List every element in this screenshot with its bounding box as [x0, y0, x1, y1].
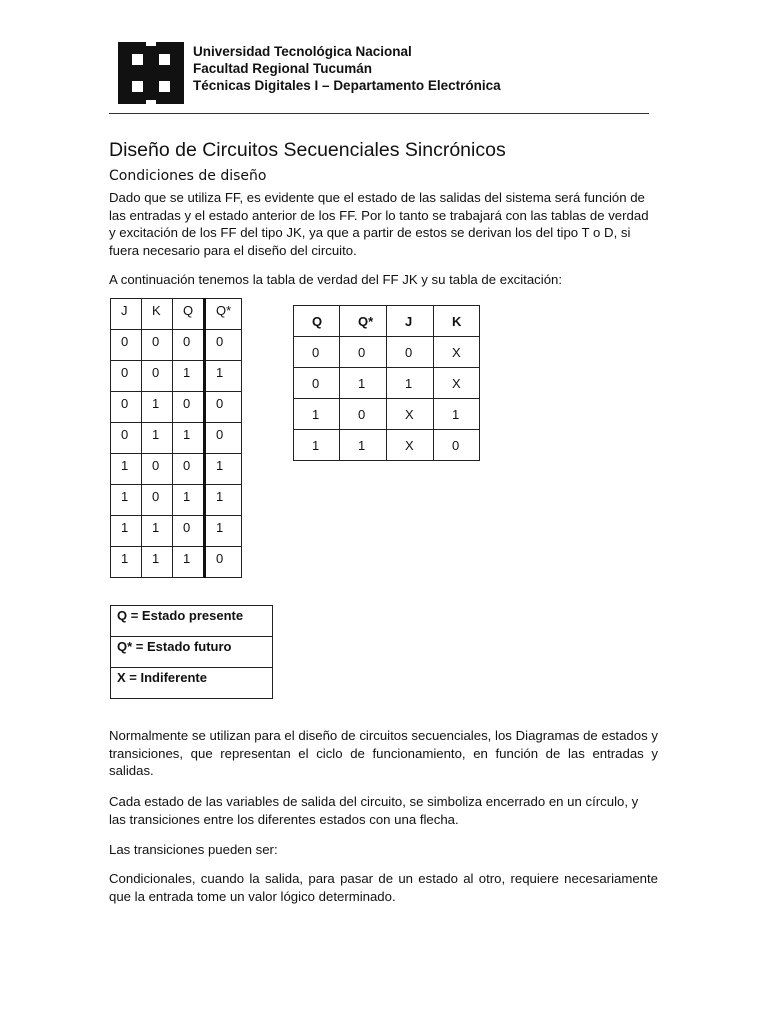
- table-cell: 1: [111, 547, 142, 578]
- table-header-cell: J: [387, 306, 434, 337]
- jk-excitation-table: [293, 305, 480, 461]
- header-university: Universidad Tecnológica Nacional: [193, 44, 412, 59]
- table-cell: 1: [142, 516, 173, 547]
- table-cell: 0: [173, 392, 205, 423]
- table-cell: 0: [142, 454, 173, 485]
- table-row: [294, 368, 480, 399]
- states-paragraph: Cada estado de las variables de salida del circuito, se simboliza encerrado en un círculo, y las transiciones entre los diferentes estados con una flecha.: [109, 794, 639, 827]
- table-row: [111, 392, 242, 423]
- table-cell: X: [434, 337, 480, 368]
- table-row: [294, 430, 480, 461]
- table-cell: 1: [111, 516, 142, 547]
- table-cell: 1: [111, 454, 142, 485]
- jk-truth-table: [110, 298, 242, 578]
- table-cell: X: [387, 430, 434, 461]
- table-row: [111, 330, 242, 361]
- table-header-cell: K: [142, 299, 173, 330]
- table-cell: 1: [111, 485, 142, 516]
- table-cell: 0: [205, 330, 242, 361]
- table-cell: 1: [205, 361, 242, 392]
- table-cell: 1: [173, 547, 205, 578]
- table-cell: 0: [387, 337, 434, 368]
- table-cell: 1: [434, 399, 480, 430]
- table-cell: 1: [173, 485, 205, 516]
- section-subtitle: Condiciones de diseño: [109, 168, 267, 184]
- table-row: [111, 423, 242, 454]
- header-department: Técnicas Digitales I – Departamento Electrónica: [193, 78, 501, 93]
- table-header-cell: Q: [173, 299, 205, 330]
- table-header-cell: Q*: [205, 299, 242, 330]
- table-cell: X: [434, 368, 480, 399]
- table-cell: 1: [294, 430, 340, 461]
- table-cell: 0: [294, 337, 340, 368]
- table-row: [294, 399, 480, 430]
- legend-table: [110, 605, 273, 699]
- table-row: [111, 637, 273, 668]
- table-cell: 0: [173, 516, 205, 547]
- table-row: [111, 454, 242, 485]
- table-row: [111, 516, 242, 547]
- header-divider: [109, 113, 649, 114]
- table-cell: 1: [205, 454, 242, 485]
- table-cell: 1: [142, 392, 173, 423]
- table-cell: 0: [111, 423, 142, 454]
- table-cell: 1: [387, 368, 434, 399]
- table-row: [111, 485, 242, 516]
- table-cell: 1: [294, 399, 340, 430]
- page-title: Diseño de Circuitos Secuenciales Sincrónicos: [109, 139, 506, 161]
- table-cell: 1: [340, 430, 387, 461]
- table-row: [111, 361, 242, 392]
- table-cell: 1: [205, 485, 242, 516]
- diagrams-paragraph: Normalmente se utilizan para el diseño de circuitos secuenciales, los Diagramas de estados y transiciones, que representan el ciclo de funcionamiento, en función de las entradas y salidas.: [109, 728, 658, 779]
- table-cell: 0: [205, 392, 242, 423]
- table-cell: 0: [142, 485, 173, 516]
- table-cell: 1: [142, 547, 173, 578]
- table-cell: 0: [173, 454, 205, 485]
- table-row: [111, 606, 273, 637]
- legend-item: X = Indiferente: [111, 668, 273, 699]
- table-cell: X: [387, 399, 434, 430]
- table-row: [111, 668, 273, 699]
- table-cell: 0: [340, 337, 387, 368]
- table-cell: 0: [294, 368, 340, 399]
- legend-item: Q = Estado presente: [111, 606, 273, 637]
- table-cell: 1: [173, 423, 205, 454]
- transitions-paragraph: Las transiciones pueden ser:: [109, 842, 278, 857]
- intro-paragraph: Dado que se utiliza FF, es evidente que el estado de las salidas del sistema será función de las entradas y el estado anterior de los FF. Por lo tanto se trabajará con las tablas de verdad y excitación de los FF del tipo JK, ya que a partir de estos se derivan los del tipo T o D, si fuera necesario para el diseño del circuito.: [109, 190, 649, 258]
- table-cell: 1: [173, 361, 205, 392]
- utn-logo-icon: [118, 42, 184, 104]
- conditional-paragraph: Condicionales, cuando la salida, para pasar de un estado al otro, requiere necesariamente que la entrada tome un valor lógico determinado.: [109, 871, 658, 904]
- table-header-row: [294, 306, 480, 337]
- header-faculty: Facultad Regional Tucumán: [193, 61, 373, 76]
- table-cell: 1: [340, 368, 387, 399]
- legend-item: Q* = Estado futuro: [111, 637, 273, 668]
- table-cell: 0: [111, 392, 142, 423]
- table-header-cell: Q: [294, 306, 340, 337]
- table-header-cell: J: [111, 299, 142, 330]
- table-row: [294, 337, 480, 368]
- table-cell: 0: [205, 547, 242, 578]
- table-row: [111, 547, 242, 578]
- table-header-cell: Q*: [340, 306, 387, 337]
- table-header-cell: K: [434, 306, 480, 337]
- table-cell: 0: [205, 423, 242, 454]
- table-cell: 0: [142, 361, 173, 392]
- table-cell: 0: [111, 361, 142, 392]
- table-cell: 0: [434, 430, 480, 461]
- table-cell: 1: [205, 516, 242, 547]
- table-cell: 1: [142, 423, 173, 454]
- table-header-row: [111, 299, 242, 330]
- tables-intro-paragraph: A continuación tenemos la tabla de verdad del FF JK y su tabla de excitación:: [109, 272, 563, 287]
- table-cell: 0: [111, 330, 142, 361]
- table-cell: 0: [142, 330, 173, 361]
- table-cell: 0: [173, 330, 205, 361]
- table-cell: 0: [340, 399, 387, 430]
